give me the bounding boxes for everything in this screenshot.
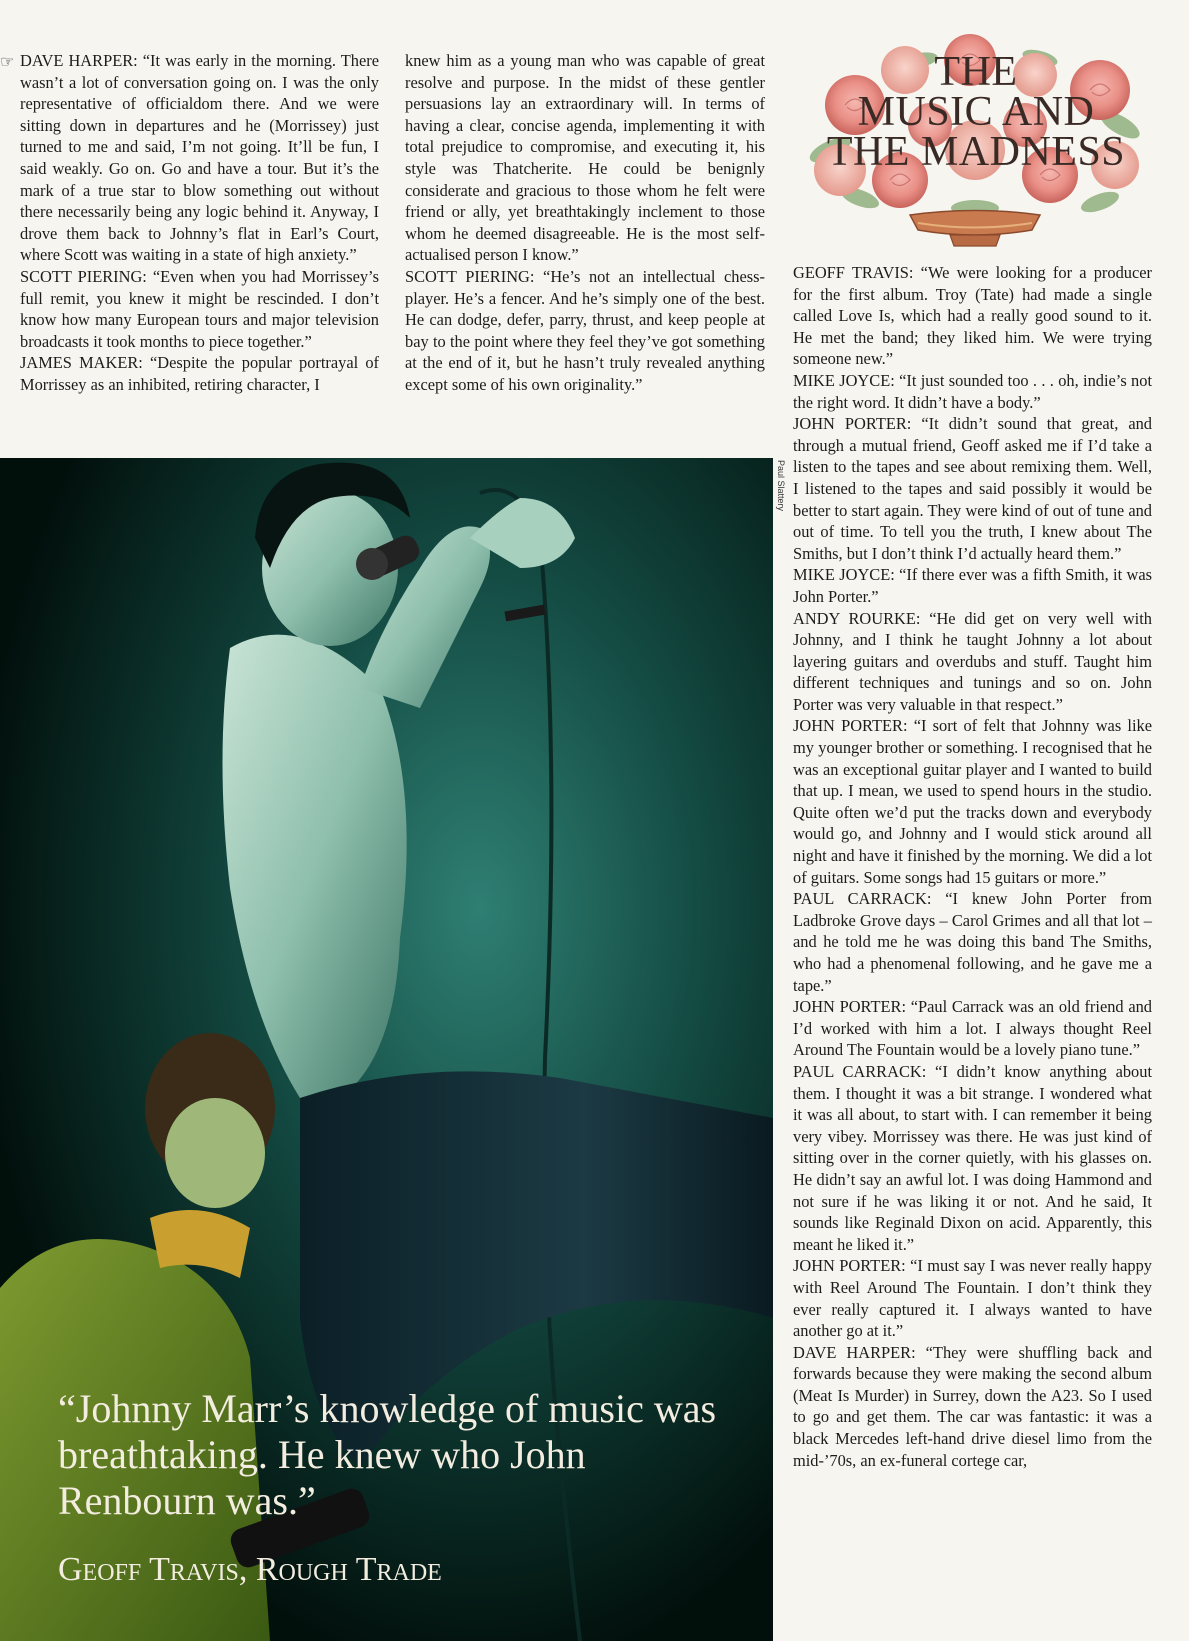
paragraph: PAUL CARRACK: “I didn’t know anything about them. I thought it was a bit strange. I wondered what it was all about, to start with. I can remember it being very vibey. Morrissey was there. He was just kind of sitting over in the corner quietly, with his glasses on. He didn’t say an awful lot. I was doing Hammond and not sure if he was liking it or not. And he said, It sounds like Reginald Dixon on acid. Apparently, this meant he liked it.” (793, 1061, 1152, 1254)
paragraph: JOHN PORTER: “Paul Carrack was an old friend and I’d worked with him a lot. I always thought Reel Around The Fountain would be a lovely piano tune.” (793, 997, 1152, 1060)
title-line-3: THE MADNESS (826, 129, 1126, 175)
photo-credit: Paul Slattery (776, 460, 786, 512)
paragraph: knew him as a young man who was capable of great resolve and purpose. In the midst of these gentler persuasions lay an extraordinary will. In terms of having a clear, concise agenda, implementing it with total prejudice to compromise, and executing it, his style was Thatcherite. He could be benignly considerate and gracious to those whom he felt were friend or ally, yet breathtakingly inclement to those whom he deemed disagreeable. He is the most self-actualised person I know.” (405, 51, 765, 265)
paragraph: JAMES MAKER: “Despite the popular portrayal of Morrissey as an inhibited, retiring character, I (20, 353, 379, 394)
pointer-hand-icon: ☞ (0, 54, 15, 71)
paragraph: PAUL CARRACK: “I knew John Porter from Ladbroke Grove days – Carol Grimes and all that lot – and he told me he was doing this band The Smiths, who had a phenomenal following, and he gave me a tape.” (793, 889, 1152, 995)
paragraph: DAVE HARPER: “They were shuffling back and forwards because they were making the second album (Meat Is Murder) in Surrey, down the A23. So I used to go and get them. The car was fantastic: it was a black Mercedes left-hand drive diesel limo from the mid-’70s, an ex-funeral cortege car, (793, 1342, 1152, 1470)
article-title (800, 49, 1152, 175)
paragraph: JOHN PORTER: “It didn’t sound that great, and through a mutual friend, Geoff asked me if I’d take a listen to the tapes and see about remixing them. Well, I listened to the tapes and said possibly it would be better to start again. They were kind of out of tune and out of time. To tell you the truth, I knew about The Smiths, but I don’t think I’d actually heard them.” (793, 414, 1152, 563)
paragraph: DAVE HARPER: “It was early in the morning. There wasn’t a lot of conversation going on. I was the only representative of officialdom there. And we were sitting down in departures and he (Morrissey) just turned to me and said, I’m not going. It’ll be fun, I said weakly. Go on. Go and have a tour. But it’s the mark of a true star to blow something out without there necessarily being any logic behind it. Anyway, I drove them back to Johnny’s flat in Earl’s Court, where Scott was waiting in a state of high anxiety.” (20, 51, 379, 265)
paragraph: ANDY ROURKE: “He did get on very well with Johnny, and I think he taught Johnny a lot about layering guitars and overdubs and stuff. Taught him different techniques and tunings and so on. John Porter was very valuable in that respect.” (793, 608, 1152, 714)
title-line-1: THE (934, 49, 1018, 95)
paragraph: JOHN PORTER: “I must say I was never really happy with Reel Around The Fountain. I don’t think they ever really captured it. I always wanted to have another go at it.” (793, 1256, 1152, 1341)
paragraph: SCOTT PIERING: “Even when you had Morrissey’s full remit, you knew it might be rescinded. I don’t know how many European tours and major television broadcasts it took months to piece together.” (20, 266, 379, 351)
paragraph: SCOTT PIERING: “He’s not an intellectual chess-player. He’s a fencer. And he’s simply one of the best. He can dodge, defer, parry, thrust, and keep people at bay to the point where they feel they’ve got something at the end of it, but he hasn’t truly revealed anything except some of his own originality.” (405, 266, 765, 394)
paragraph: MIKE JOYCE: “It just sounded too . . . oh, indie’s not the right word. It didn’t have a body.” (793, 370, 1152, 412)
article-column-1 (20, 50, 379, 396)
paragraph: JOHN PORTER: “I sort of felt that Johnny was like my younger brother or something. I recognised that he was an exceptional guitar player and I wanted to build that up. I mean, we used to spend hours in the studio. Quite often we’d put the tracks down and everybody would go, and Johnny and I would stick around all night and have it finished by the morning. We did a lot of guitars. Some songs had 15 guitars or more.” (793, 716, 1152, 887)
article-column-3 (793, 262, 1152, 1471)
pull-quote: “Johnny Marr’s knowledge of music was breathtaking. He knew who John Renbourn was.” (58, 1386, 717, 1523)
paragraph: MIKE JOYCE: “If there ever was a fifth Smith, it was John Porter.” (793, 565, 1152, 606)
title-line-2: MUSIC AND (857, 89, 1095, 135)
pull-quote-attribution: Geoff Travis, Rough Trade (58, 1551, 442, 1588)
paragraph: GEOFF TRAVIS: “We were looking for a producer for the first album. Troy (Tate) had made a single called Love Is, which had a really good sound to it. He met the band; they liked him. We were trying someone new.” (793, 263, 1152, 369)
article-column-2 (405, 50, 765, 396)
